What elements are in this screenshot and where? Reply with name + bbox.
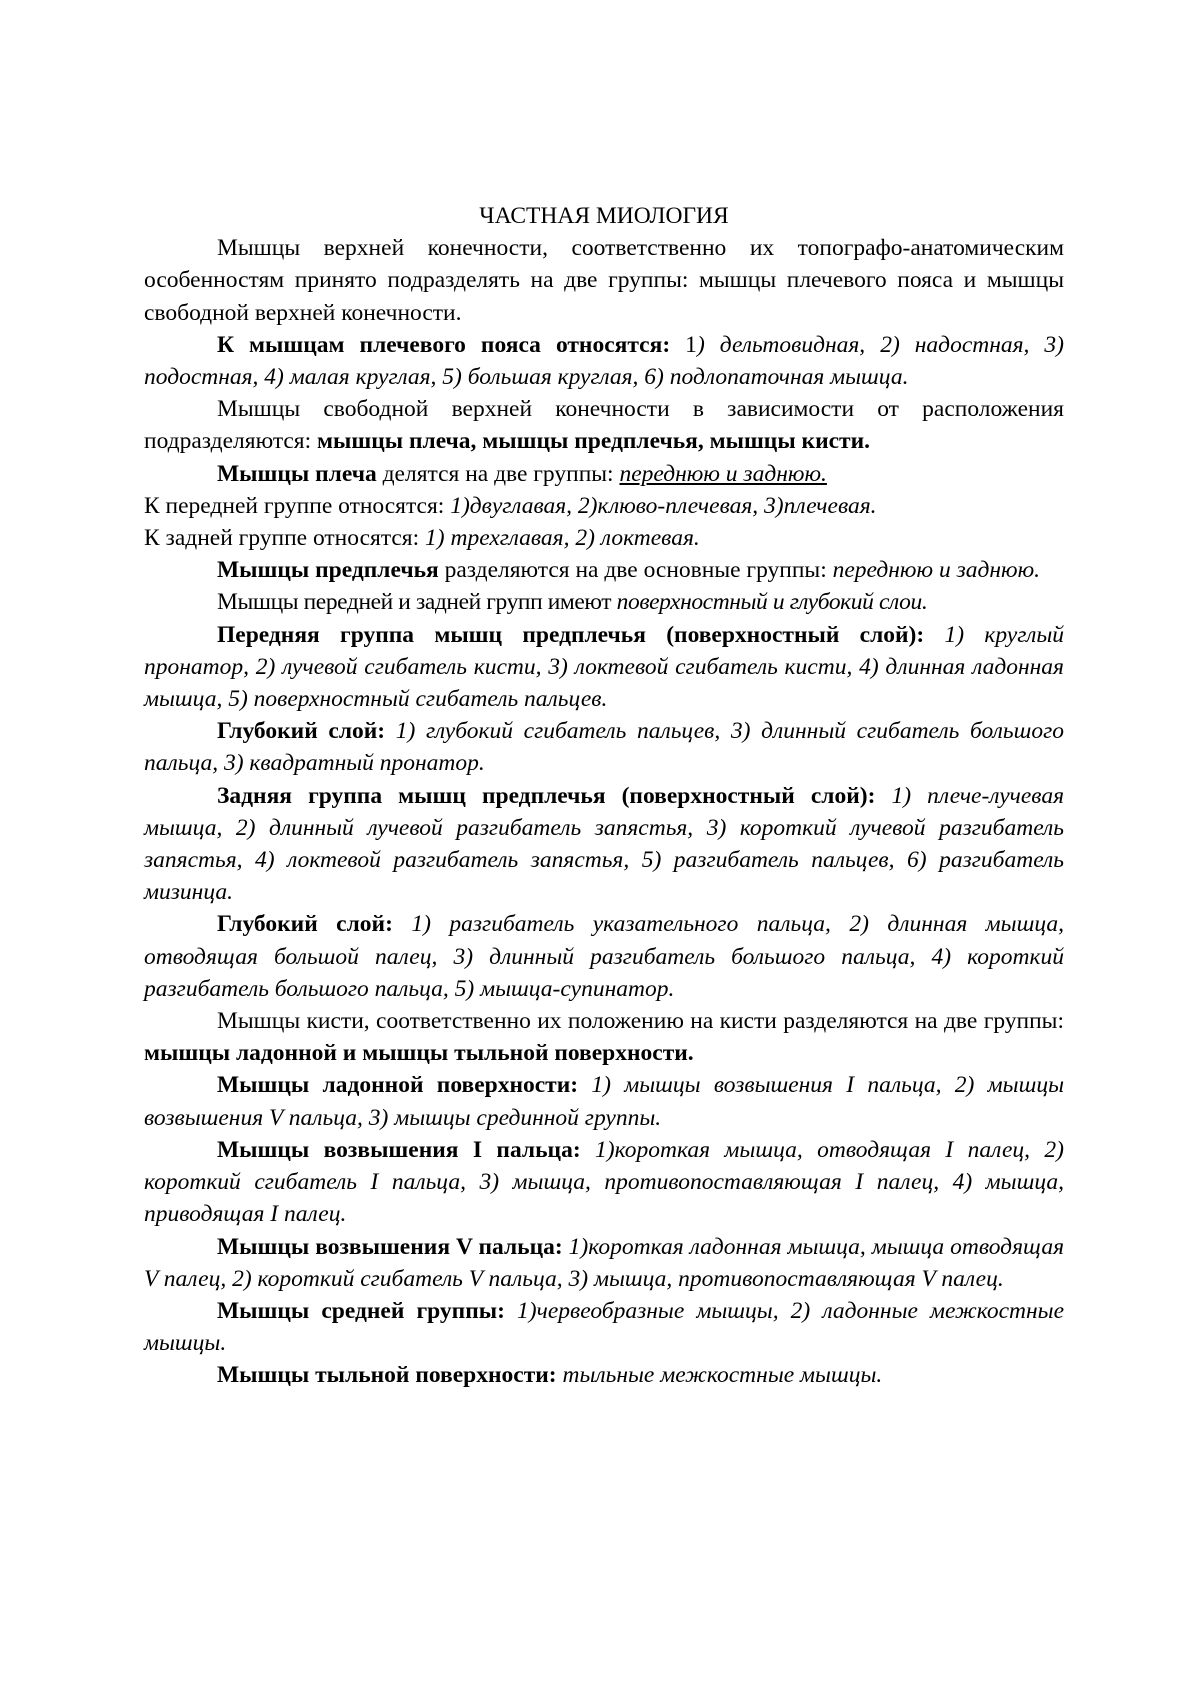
italic-list: 1) разгибатель указательного пальца, 2) длинная мышца, отводящая большой палец, 3) длинный разгибатель большого пальца, 4) короткий разгибатель большого пальца, 5) мышца-супинатор. — [144, 911, 1064, 1002]
bold-lead: Мышцы предплечья — [217, 557, 439, 584]
italic-list: 1) плече-лучевая мышца, 2) длинный лучевой разгибатель запястья, 3) короткий лучевой разгибатель запястья, 4) локтевой разгибатель запястья, 5) разгибатель пальцев, 6) разгибатель мизинца. — [144, 782, 1065, 906]
intro-paragraph: Мышцы верхней конечности, соответственно их топографо-анатомическим особенностям принято подразделять на две группы: мышцы плечевого пояса и мышцы свободной верхней конечности. — [144, 235, 1064, 326]
plain-text: разделяются на две основные группы: — [438, 557, 833, 584]
italic-text: поверхностный и глубокий слои. — [616, 589, 928, 616]
bold-lead: Мышцы тыльной поверхности: — [217, 1362, 557, 1389]
plain-text: Мышцы передней и задней групп имеют — [217, 589, 617, 616]
palmar-surface-muscles — [144, 1069, 1064, 1133]
arm-muscles-groups — [144, 458, 1064, 490]
underlined-text: переднюю и заднюю. — [619, 460, 827, 487]
plain-text: К задней группе относятся: — [144, 525, 426, 552]
forearm-muscles-groups — [144, 554, 1064, 586]
italic-list: 1) трехглавая, 2) локтевая. — [425, 525, 700, 552]
bold-text: мышцы плеча, мышцы предплечья, мышцы кисти. — [317, 428, 871, 455]
italic-list: 1)короткая мышца, отводящая I палец, 2) короткий сгибатель I пальца, 3) мышца, противопоставляющая I палец, 4) мышца, приводящая I палец. — [144, 1136, 1064, 1228]
italic-list: ) дельтовидная, 2) надостная, 3) подостная, 4) малая круглая, 5) большая круглая, 6) подлопаточная мышца. — [144, 331, 1065, 391]
arm-posterior-group — [144, 522, 1064, 554]
bold-lead: Мышцы ладонной поверхности: — [217, 1072, 579, 1099]
forearm-anterior-deep — [144, 715, 1064, 779]
plain-text: Мышцы свободной верхней конечности в зависимости от расположения подразделяются: — [144, 396, 1064, 455]
bold-lead: Задняя группа мышц предплечья (поверхностный слой): — [217, 782, 876, 809]
plain-text: К передней группе относятся: — [144, 492, 451, 519]
forearm-posterior-superficial — [144, 780, 1064, 909]
middle-group-muscles — [144, 1295, 1064, 1359]
bold-lead: Глубокий слой: — [217, 718, 386, 745]
plain-text: 1 — [670, 331, 697, 358]
bold-lead: Мышцы плеча — [217, 460, 377, 487]
bold-text: мышцы ладонной и мышцы тыльной поверхности. — [144, 1040, 694, 1067]
bold-lead: Мышцы средней группы: — [217, 1297, 505, 1324]
italic-list: 1)короткая ладонная мышца, мышца отводящая V палец, 2) короткий сгибатель V пальца, 3) мышца, противопоставляющая V палец. — [144, 1233, 1064, 1292]
italic-list: 1) мышцы возвышения I пальца, 2) мышцы возвышения V пальца, 3) мышцы срединной группы. — [144, 1072, 1064, 1131]
bold-lead: Глубокий слой: — [217, 911, 393, 938]
italic-list: 1)червеобразные мышцы, 2) ладонные межкостные мышцы. — [144, 1297, 1064, 1357]
bold-lead: Мышцы возвышения I пальца: — [217, 1136, 581, 1163]
arm-anterior-group — [144, 490, 1064, 522]
italic-list: 1) глубокий сгибатель пальцев, 3) длинный сгибатель большого пальца, 3) квадратный пронатор. — [144, 718, 1064, 777]
hypothenar-muscles — [144, 1231, 1064, 1295]
bold-lead: Мышцы возвышения V пальца: — [217, 1233, 563, 1260]
italic-list: тыльные межкостные мышцы. — [556, 1362, 883, 1389]
forearm-posterior-deep — [144, 908, 1064, 1005]
forearm-layers — [144, 586, 1064, 618]
page-title: ЧАСТНАЯ МИОЛОГИЯ — [479, 203, 729, 229]
italic-text: переднюю и заднюю. — [832, 557, 1041, 584]
hand-muscles-groups — [144, 1005, 1064, 1069]
shoulder-girdle-muscles — [144, 329, 1064, 393]
free-limb-muscles — [144, 393, 1064, 457]
plain-text: Мышцы кисти, соответственно их положению на кисти разделяются на две группы: — [217, 1008, 1064, 1035]
dorsal-surface-muscles — [144, 1359, 1064, 1391]
italic-list: 1) круглый пронатор, 2) лучевой сгибатель кисти, 3) локтевой сгибатель кисти, 4) длинная ладонная мышца, 5) поверхностный сгибатель пальцев. — [144, 621, 1064, 713]
thenar-muscles — [144, 1134, 1064, 1231]
forearm-anterior-superficial — [144, 619, 1064, 716]
italic-list: 1)двуглавая, 2)клюво-плечевая, 3)плечевая. — [450, 492, 877, 519]
bold-lead: Передняя группа мышц предплечья (поверхностный слой): — [217, 621, 925, 648]
plain-text: делятся на две группы: — [376, 460, 620, 487]
document-body — [144, 200, 1064, 1392]
bold-lead: К мышцам плечевого пояса относятся: — [217, 331, 671, 358]
